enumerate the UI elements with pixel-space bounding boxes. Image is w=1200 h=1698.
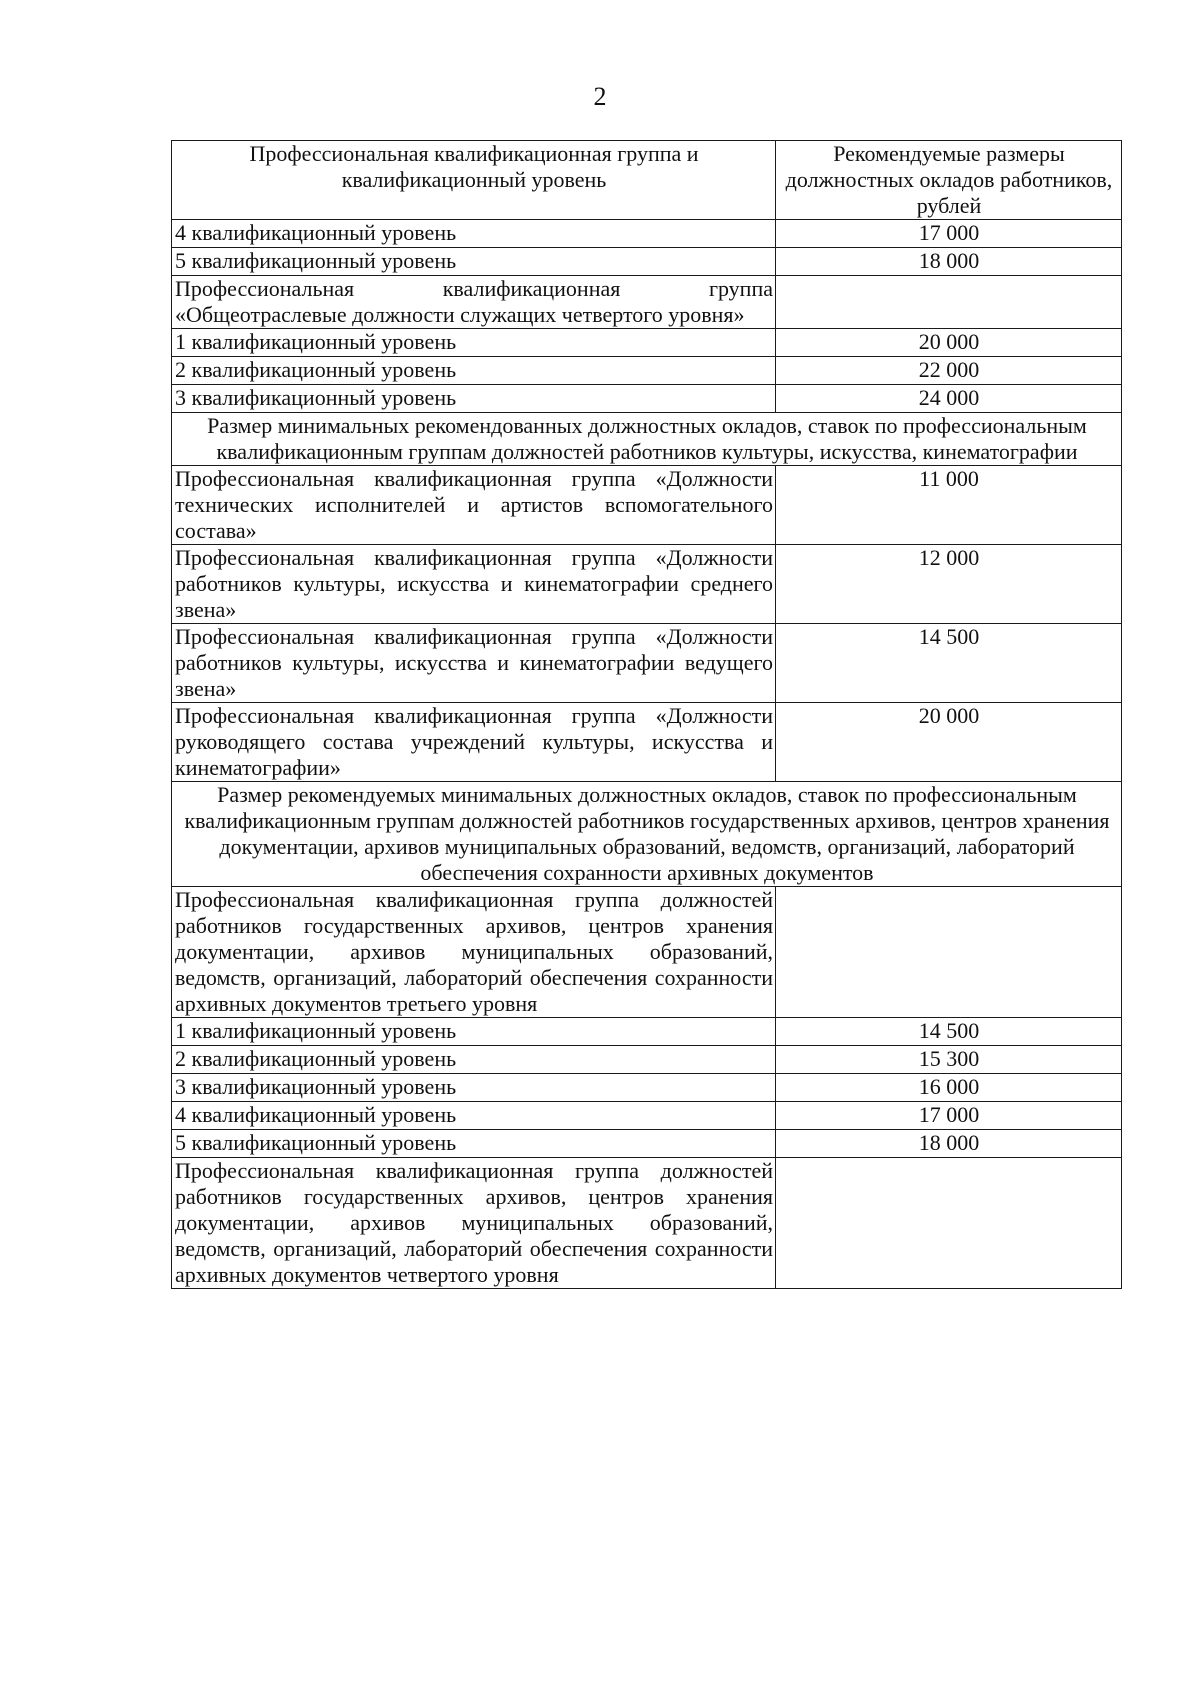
- table-body: [172, 220, 1122, 1289]
- salary-value: 16 000: [776, 1074, 1122, 1102]
- level-row: [172, 1018, 1122, 1046]
- level-row: [172, 385, 1122, 413]
- salary-value: 22 000: [776, 357, 1122, 385]
- salary-value: 18 000: [776, 248, 1122, 276]
- level-row: [172, 329, 1122, 357]
- salary-value: 14 500: [776, 1018, 1122, 1046]
- qualification-level: 2 квалификационный уровень: [172, 1046, 776, 1074]
- qualification-group: Профессиональная квалификационная группа должностей работников государственных архивов, центров хранения документации, архивов муниципальных образований, ведомств, организаций, лабораторий обеспечения сохранности архивных документов четвертого уровня: [172, 1158, 776, 1289]
- salary-value: 11 000: [776, 466, 1122, 545]
- table-header-row: [172, 141, 1122, 220]
- salary-value: 24 000: [776, 385, 1122, 413]
- group-row: [172, 466, 1122, 545]
- group-row: [172, 276, 1122, 329]
- qualification-level: 5 квалификационный уровень: [172, 1130, 776, 1158]
- salary-value: [776, 1158, 1122, 1289]
- qualification-level: 4 квалификационный уровень: [172, 220, 776, 248]
- salary-value: 18 000: [776, 1130, 1122, 1158]
- qualification-group: Профессиональная квалификационная группа «Должности работников культуры, искусства и кинематографии ведущего звена»: [172, 624, 776, 703]
- group-row: [172, 545, 1122, 624]
- salary-value: [776, 276, 1122, 329]
- header-group-level: Профессиональная квалификационная группа и квалификационный уровень: [172, 141, 776, 220]
- salary-value: [776, 887, 1122, 1018]
- qualification-group: Профессиональная квалификационная группа должностей работников государственных архивов, центров хранения документации, архивов муниципальных образований, ведомств, организаций, лабораторий обеспечения сохранности архивных документов третьего уровня: [172, 887, 776, 1018]
- salary-table: [171, 140, 1122, 1289]
- qualification-group: Профессиональная квалификационная группа «Общеотраслевые должности служащих четвертого уровня»: [172, 276, 776, 329]
- group-row: [172, 624, 1122, 703]
- group-row: [172, 703, 1122, 782]
- qualification-group: Профессиональная квалификационная группа «Должности работников культуры, искусства и кинематографии среднего звена»: [172, 545, 776, 624]
- salary-value: 14 500: [776, 624, 1122, 703]
- qualification-level: 5 квалификационный уровень: [172, 248, 776, 276]
- level-row: [172, 220, 1122, 248]
- qualification-level: 3 квалификационный уровень: [172, 1074, 776, 1102]
- salary-value: 17 000: [776, 1102, 1122, 1130]
- qualification-level: 1 квалификационный уровень: [172, 329, 776, 357]
- section-heading-row: [172, 782, 1122, 887]
- group-row: [172, 1158, 1122, 1289]
- salary-value: 15 300: [776, 1046, 1122, 1074]
- qualification-level: 3 квалификационный уровень: [172, 385, 776, 413]
- salary-value: 20 000: [776, 329, 1122, 357]
- salary-value: 12 000: [776, 545, 1122, 624]
- qualification-level: 1 квалификационный уровень: [172, 1018, 776, 1046]
- section-heading: Размер рекомендуемых минимальных должностных окладов, ставок по профессиональным квалификационным группам должностей работников государственных архивов, центров хранения документации, архивов муниципальных образований, ведомств, организаций, лабораторий обеспечения сохранности архивных документов: [172, 782, 1122, 887]
- group-row: [172, 887, 1122, 1018]
- salary-value: 17 000: [776, 220, 1122, 248]
- salary-value: 20 000: [776, 703, 1122, 782]
- level-row: [172, 357, 1122, 385]
- qualification-level: 2 квалификационный уровень: [172, 357, 776, 385]
- level-row: [172, 1046, 1122, 1074]
- section-heading: Размер минимальных рекомендованных должностных окладов, ставок по профессиональным квалификационным группам должностей работников культуры, искусства, кинематографии: [172, 413, 1122, 466]
- level-row: [172, 248, 1122, 276]
- qualification-group: Профессиональная квалификационная группа «Должности технических исполнителей и артистов вспомогательного состава»: [172, 466, 776, 545]
- level-row: [172, 1130, 1122, 1158]
- section-heading-row: [172, 413, 1122, 466]
- page-number: 2: [593, 82, 607, 111]
- level-row: [172, 1102, 1122, 1130]
- qualification-group: Профессиональная квалификационная группа «Должности руководящего состава учреждений культуры, искусства и кинематографии»: [172, 703, 776, 782]
- header-salary: Рекомендуемые размеры должностных окладов работников, рублей: [776, 141, 1122, 220]
- level-row: [172, 1074, 1122, 1102]
- qualification-level: 4 квалификационный уровень: [172, 1102, 776, 1130]
